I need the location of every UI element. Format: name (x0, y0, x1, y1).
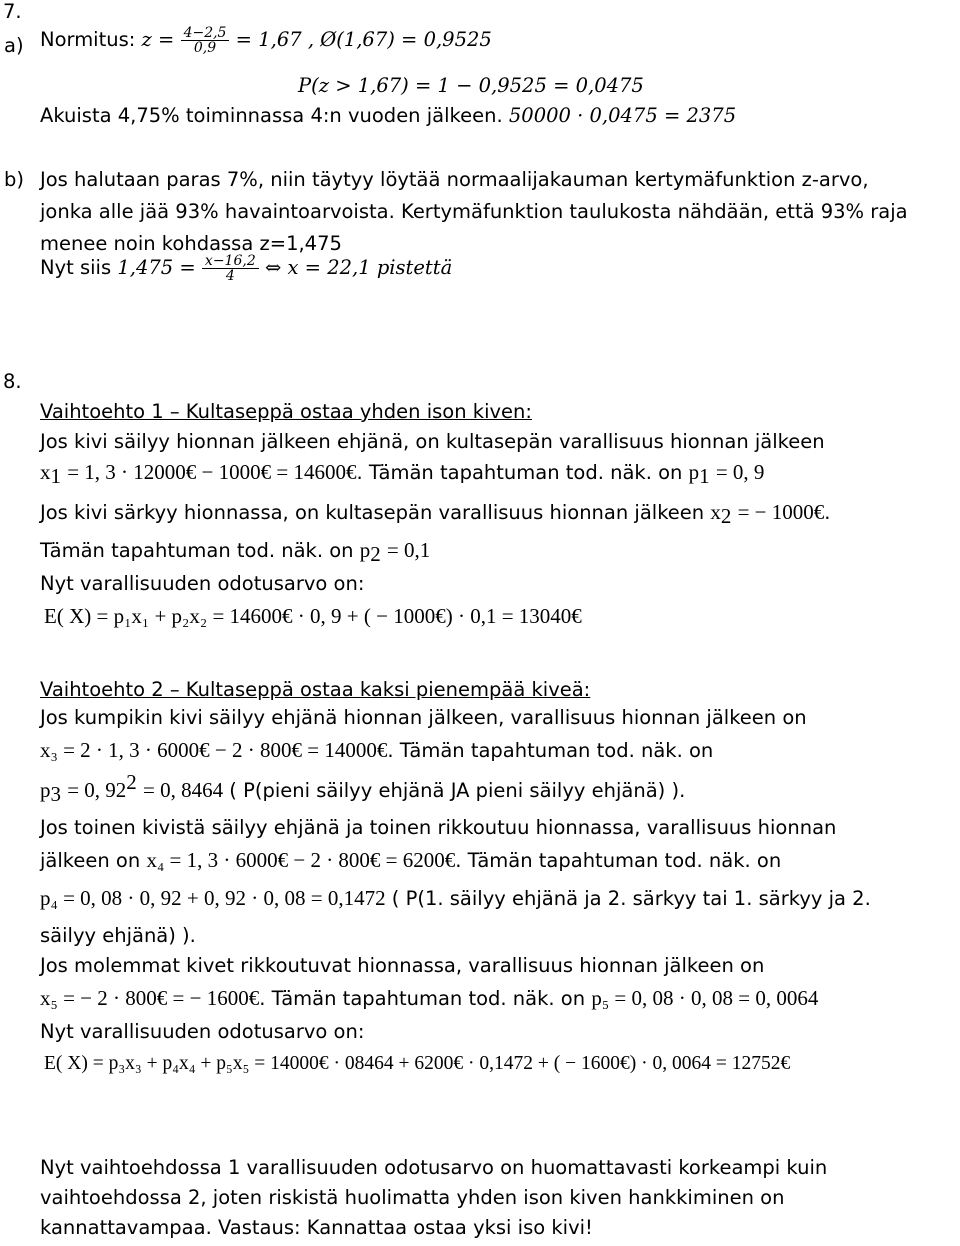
x2-value: = − 1000€ (737, 500, 825, 524)
option-2-prob-text-2: . Tämän tapahtuman tod. näk. on (455, 849, 782, 872)
x-fraction-denominator: 4 (225, 268, 235, 284)
x1-expression: = 1, 3 · 12000€ − 1000€ = 14600€ (67, 460, 357, 484)
option-2-line-5 (40, 850, 781, 871)
p1-value: = 0, 9 (715, 460, 765, 484)
conclusion-line-1: Nyt vaihtoehdossa 1 varallisuuden odotusarvo on huomattavasti korkeampi kuin (40, 1156, 828, 1179)
p3-rest: = 0, 8464 (143, 778, 224, 802)
part-b-line-2: jonka alle jää 93% havaintoarvoista. Kertymäfunktion taulukosta nähdään, että 93% raja (40, 200, 908, 223)
z-equals: z = (141, 28, 175, 51)
p4-expression: p₄ = 0, 08 · 0, 92 + 0, 92 · 0, 08 = 0,1472 (40, 886, 386, 910)
option-1-break-text: Jos kivi särkyy hionnassa, on kultasepän varallisuus hionnan jälkeen (40, 501, 705, 524)
x1-subscript: 1 (50, 464, 61, 488)
option-1-prob-text-2: Tämän tapahtuman tod. näk. on (40, 539, 354, 562)
option-1-line-2 (40, 460, 765, 488)
option-2-line-1: Jos kumpikin kivi säilyy ehjänä hionnan jälkeen, varallisuus hionnan jälkeen on (40, 706, 807, 729)
part-a-label: a) (4, 34, 24, 57)
conclusion-line-3: kannattavampaa. Vastaus: Kannattaa ostaa yksi iso kivi! (40, 1216, 593, 1239)
option-2-prob-text-3: . Tämän tapahtuman tod. näk. on (259, 987, 586, 1010)
p1-subscript: 1 (699, 464, 710, 488)
x1-variable: x (40, 460, 51, 484)
x-fraction-numerator: x−16,2 (202, 254, 259, 269)
option-1-line-1: Jos kivi säilyy hionnan jälkeen ehjänä, on kultasepän varallisuus hionnan jälkeen (40, 430, 825, 453)
problem-7-number: 7. (3, 0, 22, 23)
nyt-siis-label: Nyt siis (40, 256, 112, 279)
normitus-line (40, 26, 492, 55)
p3-variable: p (40, 778, 51, 802)
nyt-siis-line (40, 254, 452, 283)
z-fraction-denominator: 0,9 (193, 40, 217, 56)
p3-subscript: 3 (50, 782, 61, 806)
x4-expression: x₄ = 1, 3 · 6000€ − 2 · 800€ = 6200€ (146, 848, 456, 872)
p2-value: = 0,1 (386, 538, 431, 562)
option-2-line-2 (40, 740, 713, 761)
z-fraction (181, 26, 230, 55)
probability-line: P(z > 1,67) = 1 − 0,9525 = 0,0475 (298, 74, 644, 97)
expected-value-1: E( X) = p₁x₁ + p₂x₂ = 14600€ · 0, 9 + ( − 1000€) · 0,1 = 13040€ (44, 604, 582, 628)
z-rest: = 1,67 , Ø(1,67) = 0,9525 (235, 28, 492, 51)
option-1-prob-text: . Tämän tapahtuman tod. näk. on (356, 461, 683, 484)
option-1-line-3 (40, 500, 831, 528)
part-b-line-3: menee noin kohdassa z=1,475 (40, 232, 342, 255)
conclusion-line-2: vaihtoehdossa 2, joten riskistä huolimatta yhden ison kiven hankkiminen on (40, 1186, 785, 1209)
part-b-label: b) (4, 168, 24, 191)
option-2-line-10: Nyt varallisuuden odotusarvo on: (40, 1020, 365, 1043)
eq-left: 1,475 = (117, 256, 196, 279)
option-2-line-5-text: jälkeen on (40, 849, 141, 872)
x2-period: . (824, 501, 831, 524)
p5-expression: p₅ = 0, 08 · 0, 08 = 0, 0064 (591, 986, 819, 1010)
normitus-label: Normitus: (40, 28, 136, 51)
option-2-prob-text-1: . Tämän tapahtuman tod. näk. on (387, 739, 714, 762)
problem-8-number: 8. (3, 370, 22, 393)
akuista-text: Akuista 4,75% toiminnassa 4:n vuoden jälkeen. (40, 104, 503, 127)
akuista-math: 50000 · 0,0475 = 2375 (508, 104, 737, 127)
p4-text: ( P(1. säilyy ehjänä ja 2. särkyy tai 1. särkyy ja 2. (391, 887, 871, 910)
expected-value-2: E( X) = p₃x₃ + p₄x₄ + p₅x₅ = 14000€ · 08464 + 6200€ · 0,1472 + ( − 1600€) · 0, 0064 = 12752€ (44, 1053, 791, 1074)
option-2-line-9 (40, 988, 818, 1009)
option-2-line-3 (40, 770, 686, 806)
eq-right: ⇔ x = 22,1 pistettä (264, 256, 453, 279)
option-2-line-4: Jos toinen kivistä säilyy ehjänä ja toinen rikkoutuu hionnassa, varallisuus hionnan (40, 816, 837, 839)
x2-subscript: 2 (720, 504, 732, 528)
x3-expression: x₃ = 2 · 1, 3 · 6000€ − 2 · 800€ = 14000€ (40, 738, 388, 762)
option-1-line-5: Nyt varallisuuden odotusarvo on: (40, 572, 365, 595)
p2-subscript: 2 (370, 542, 381, 566)
option-1-heading: Vaihtoehto 1 – Kultaseppä ostaa yhden ison kiven: (40, 400, 532, 423)
option-2-heading: Vaihtoehto 2 – Kultaseppä ostaa kaksi pienempää kiveä: (40, 678, 591, 701)
option-2-line-7: säilyy ehjänä) ). (40, 924, 196, 947)
x2-variable: x (710, 500, 721, 524)
p2-variable: p (359, 538, 371, 562)
x5-expression: x₅ = − 2 · 800€ = − 1600€ (40, 986, 260, 1010)
p3-base: = 0, 92 (67, 778, 127, 802)
p3-text: ( P(pieni säilyy ehjänä JA pieni säilyy ehjänä) ). (229, 779, 686, 802)
x-fraction (202, 254, 259, 283)
p1-variable: p (688, 460, 700, 484)
z-fraction-numerator: 4−2,5 (181, 26, 230, 41)
part-b-line-1: Jos halutaan paras 7%, niin täytyy löytää normaalijakauman kertymäfunktion z-arvo, (40, 168, 869, 191)
p3-superscript: 2 (126, 770, 137, 794)
option-2-line-6 (40, 888, 871, 909)
option-1-line-4 (40, 538, 431, 566)
option-2-line-8: Jos molemmat kivet rikkoutuvat hionnassa, varallisuus hionnan jälkeen on (40, 954, 765, 977)
akuista-line (40, 106, 736, 126)
